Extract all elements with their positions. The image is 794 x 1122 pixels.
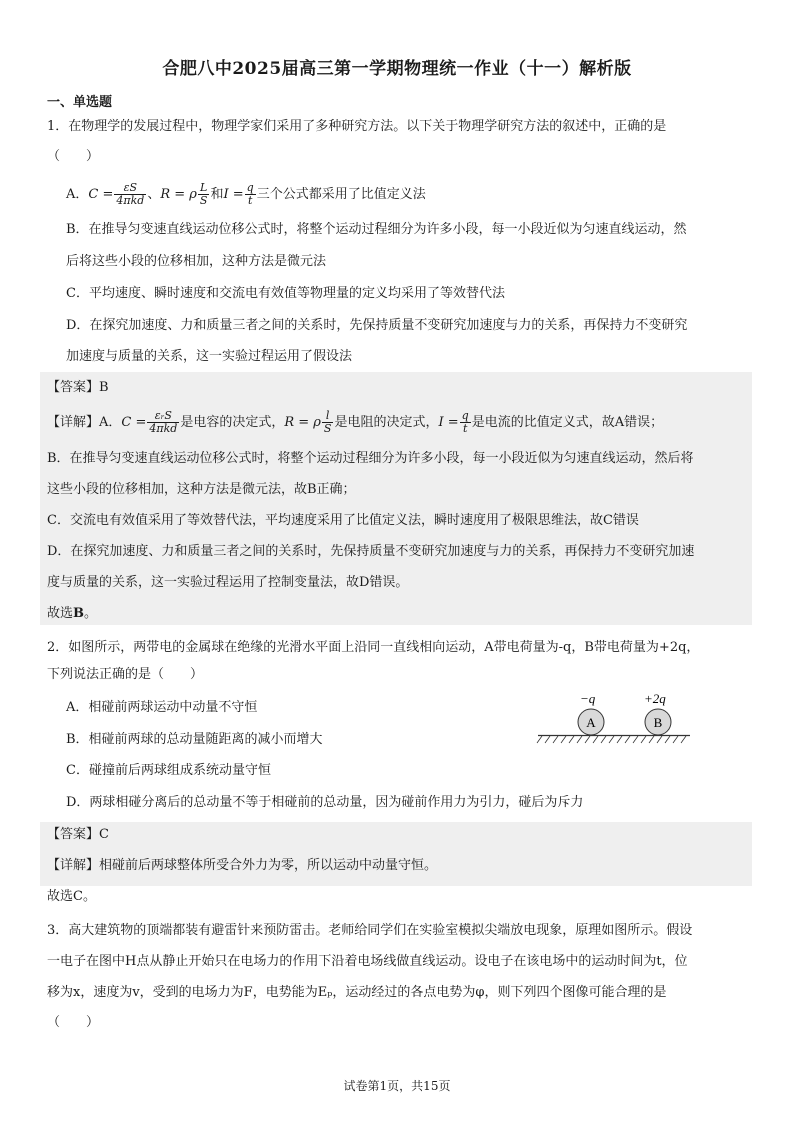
formula-resistance: $\frac{l}{S}$ (323, 409, 332, 435)
ground-hatching (537, 736, 686, 743)
page-footer: 试卷第1页，共15页 (343, 1079, 451, 1093)
q1-detail-a: 【详解】A．C = $\frac{\text{εᵣS}}{\text{4πkd}}$ 是电容的决定式，R = ρ $\frac{l}{S}$ 是电阻的决定式，I = $\frac{q}{t}$ 是电流的比值定义式，故A错误； (47, 409, 664, 435)
q1-detail-d-line2: 度与质量的关系，这一实验过程运用了控制变量法，故D错误。 (47, 575, 409, 590)
formula-current: $\frac{q}{t}$ (461, 409, 469, 435)
q2-option-b: B．相碰前两球的总动量随距离的减小而增大 (66, 732, 323, 747)
q2-option-d: D．两球相碰分离后的总动量不等于相碰前的总动量，因为碰前作用力为引力，碰后为斥力 (66, 795, 584, 810)
q1-option-b-line1: B．在推导匀变速直线运动位移公式时，将整个运动过程细分为许多小段，每一小段近似为匀速直线运动，然 (66, 222, 687, 237)
q3-stem-line1: 3．高大建筑物的顶端都装有避雷针来预防雷击。老师给同学们在实验室模拟尖端放电现象，原理如图所示。假设 (47, 923, 693, 938)
q2-detail: 【详解】相碰前后两球整体所受合外力为零，所以运动中动量守恒。 (47, 858, 438, 873)
q1-answer: 【答案】B (47, 380, 109, 395)
q1-option-d-line1: D．在探究加速度、力和质量三者之间的关系时，先保持质量不变研究加速度与力的关系，再保持力不变研究 (66, 318, 688, 333)
q1-conclusion: 故选B。 (47, 606, 98, 621)
formula-current: $\frac{q}{t}$ (246, 181, 254, 207)
formula-resistance: $\frac{L}{S}$ (199, 181, 208, 207)
section-heading: 一、单选题 (47, 95, 113, 110)
q3-stem-line3: 移为x，速度为v，受到的电场力为F，电势能为Eₚ，运动经过的各点电势为φ，则下列四个图像可能合理的是 (47, 985, 667, 1000)
charge-label-b: +2q (644, 691, 666, 706)
formula-capacitance: $\frac{\text{εᵣS}}{\text{4πkd}}$ (149, 409, 178, 435)
q1-option-c: C．平均速度、瞬时速度和交流电有效值等物理量的定义均采用了等效替代法 (66, 286, 505, 301)
ball-b-label: B (653, 715, 663, 730)
page-title: 合肥八中2025届高三第一学期物理统一作业（十一）解析版 (162, 59, 632, 79)
charge-label-a: −q (580, 691, 596, 706)
q1-detail-b-line1: B．在推导匀变速直线运动位移公式时，将整个运动过程细分为许多小段，每一小段近似为匀速直线运动，然后将 (47, 451, 694, 466)
q2-answer: 【答案】C (47, 827, 109, 842)
q3-blank: （ ） (47, 1015, 100, 1030)
q1-detail-d-line1: D．在探究加速度、力和质量三者之间的关系时，先保持质量不变研究加速度与力的关系，再保持力不变研究加速 (47, 544, 695, 559)
q1-stem: 1．在物理学的发展过程中，物理学家们采用了多种研究方法。以下关于物理学研究方法的叙述中，正确的是 (47, 119, 667, 134)
q1-detail-b-line2: 这些小段的位移相加，这种方法是微元法，故B正确； (47, 482, 356, 497)
q2-stem-line1: 2．如图所示，两带电的金属球在绝缘的光滑水平面上沿同一直线相向运动，A带电荷量为-q，B带电荷量为+2q， (47, 640, 700, 655)
ball-a-label: A (586, 715, 596, 730)
formula-capacitance: $\frac{\varepsilon S}{\text{4πkd}}$ (116, 181, 145, 207)
q3-stem-line2: 一电子在图中H点从静止开始只在电场力的作用下沿着电场线做直线运动。设电子在该电场中的运动时间为t，位 (47, 954, 688, 969)
q2-option-a: A．相碰前两球运动中动量不守恒 (66, 700, 258, 715)
q1-option-b-line2: 后将这些小段的位移相加，这种方法是微元法 (66, 254, 327, 269)
two-charged-balls-figure (534, 686, 694, 746)
q1-option-a: A．C = $\frac{\varepsilon S}{\text{4πkd}}$ 、R = ρ $\frac{L}{S}$ 和I = $\frac{q}{t}$ 三个公式都采用了比值定义法 (66, 181, 426, 207)
q1-detail-c: C．交流电有效值采用了等效替代法，平均速度采用了比值定义法，瞬时速度用了极限思维法，故C错误 (47, 513, 639, 528)
q1-option-d-line2: 加速度与质量的关系，这一实验过程运用了假设法 (66, 349, 353, 364)
q2-conclusion: 故选C。 (47, 889, 96, 904)
q2-stem-line2: 下列说法正确的是（ ） (47, 667, 204, 682)
q1-blank: （ ） (47, 149, 100, 164)
q2-option-c: C．碰撞前后两球组成系统动量守恒 (66, 763, 271, 778)
